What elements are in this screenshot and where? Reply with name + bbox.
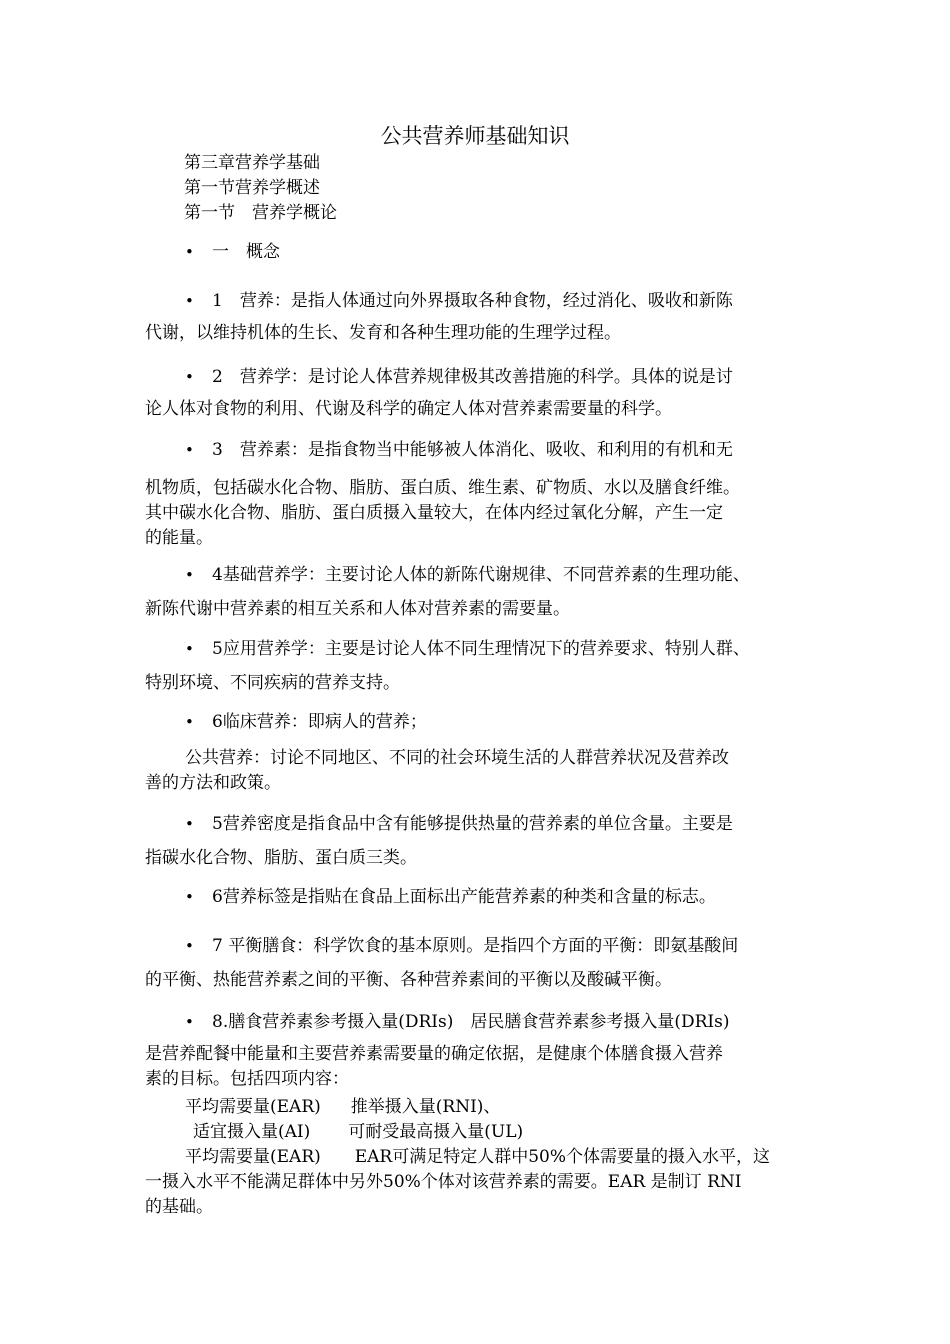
concept-heading [145, 240, 825, 265]
item-text: 5应用营养学：主要是讨论人体不同生理情况下的营养要求、特别人群、 [212, 639, 750, 659]
item-text: 6营养标签是指贴在食品上面标出产能营养素的种类和含量的标志。 [212, 887, 716, 907]
item-text: 素的目标。包括四项内容： [145, 1069, 349, 1089]
paragraph-text: 善的方法和政策。 [145, 773, 281, 793]
paragraph [145, 746, 825, 796]
item-text: 3 营养素：是指食物当中能够被人体消化、吸收、和利用的有机和无 [212, 440, 733, 460]
item-text: 特别环境、不同疾病的营养支持。 [145, 673, 400, 693]
list-item [145, 885, 825, 910]
subsection-heading: 第一节 营养学概论 [184, 203, 337, 223]
bullet-icon: • [185, 640, 194, 658]
item-text: 机物质，包括碳水化合物、脂肪、蛋白质、维生素、矿物质、水以及膳食纤维。 [145, 478, 740, 498]
item-text: 的能量。 [145, 528, 213, 548]
bullet-icon: • [185, 243, 194, 261]
list-item [145, 1010, 825, 1092]
list-item [145, 812, 825, 871]
item-text: 指碳水化合物、脂肪、蛋白质三类。 [145, 848, 417, 868]
item-text: 6临床营养：即病人的营养； [212, 712, 427, 732]
item-text: 其中碳水化合物、脂肪、蛋白质摄入量较大，在体内经过氧化分解，产生一定 [145, 503, 723, 523]
list-item [145, 365, 825, 422]
paragraph-text: 公共营养：讨论不同地区、不同的社会环境生活的人群营养状况及营养改 [185, 748, 729, 768]
section-heading: 第一节营养学概述 [184, 178, 320, 198]
item-text: 论人体对食物的利用、代谢及科学的确定人体对营养素需要量的科学。 [145, 399, 672, 419]
item-text: 1 营养：是指人体通过向外界摄取各种食物，经过消化、吸收和新陈 [212, 291, 733, 311]
list-item [145, 934, 825, 993]
bullet-icon: • [185, 937, 194, 955]
list-item [145, 563, 825, 622]
ear-paragraph [145, 1145, 825, 1220]
chapter-heading: 第三章营养学基础 [184, 153, 320, 173]
item-text: 是营养配餐中能量和主要营养素需要量的确定依据，是健康个体膳食摄入营养 [145, 1044, 723, 1064]
item-text: 7 平衡膳食：科学饮食的基本原则。是指四个方面的平衡：即氨基酸间 [212, 936, 739, 956]
item-text: 的平衡、热能营养素之间的平衡、各种营养素间的平衡以及酸碱平衡。 [145, 970, 672, 990]
bullet-icon: • [185, 713, 194, 731]
bullet-icon: • [185, 566, 194, 584]
list-item [145, 637, 825, 696]
item-text: 新陈代谢中营养素的相互关系和人体对营养素的需要量。 [145, 599, 570, 619]
bullet-icon: • [185, 888, 194, 906]
list-item [145, 710, 825, 735]
bullet-icon: • [185, 368, 194, 386]
paragraph-text: 平均需要量(EAR) EAR可满足特定人群中50%个体需要量的摄入水平，这 [185, 1147, 771, 1167]
dri-rni: 推举摄入量(RNI)、 [350, 1097, 501, 1117]
concept-heading-text: 一 概念 [212, 242, 280, 262]
dri-components [145, 1095, 825, 1145]
paragraph-text: 一摄入水平不能满足群体中另外50%个体对该营养素的需要。EAR 是制订 RNI [145, 1172, 742, 1192]
bullet-icon: • [185, 292, 194, 310]
list-item [145, 438, 825, 551]
dri-ai: 适宜摄入量(AI) [193, 1122, 311, 1142]
item-text: 代谢，以维持机体的生长、发育和各种生理功能的生理学过程。 [145, 323, 621, 343]
item-text: 5营养密度是指食品中含有能够提供热量的营养素的单位含量。主要是 [212, 814, 733, 834]
paragraph-text: 的基础。 [145, 1197, 213, 1217]
dri-ear: 平均需要量(EAR) [185, 1097, 321, 1117]
item-text: 8.膳食营养素参考摄入量(DRIs) 居民膳食营养素参考摄入量(DRIs) [212, 1012, 730, 1032]
bullet-icon: • [185, 441, 194, 459]
item-text: 2 营养学：是讨论人体营养规律极其改善措施的科学。具体的说是讨 [212, 367, 733, 387]
list-item [145, 289, 825, 346]
document-title: 公共营养师基础知识 [380, 124, 570, 148]
bullet-icon: • [185, 815, 194, 833]
item-text: 4基础营养学：主要讨论人体的新陈代谢规律、不同营养素的生理功能、 [212, 565, 750, 585]
dri-ul: 可耐受最高摄入量(UL) [348, 1122, 524, 1142]
bullet-icon: • [185, 1013, 194, 1031]
